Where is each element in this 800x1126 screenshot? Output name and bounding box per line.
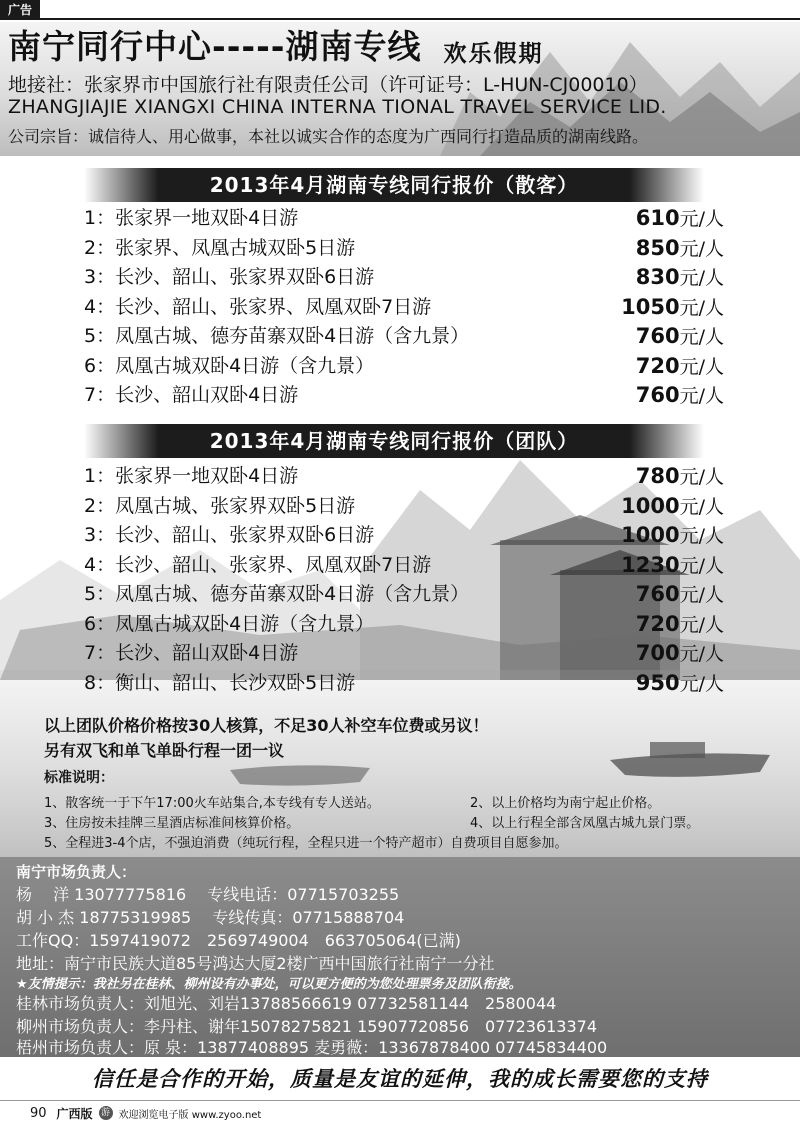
route-name: 5：凤凰古城、德夯苗寨双卧4日游（含九景） [84, 325, 470, 347]
price-unit: 元/人 [679, 237, 724, 260]
list-item [84, 234, 724, 264]
website-link[interactable]: 欢迎浏览电子版 www.zyoo.net [118, 1109, 262, 1121]
section-banner-group: 2013年4月湖南专线同行报价（团队） [84, 424, 704, 458]
list-item [84, 381, 724, 411]
list-item [84, 639, 724, 669]
slogan: 信任是合作的开始，质量是友谊的延伸，我的成长需要您的支持 [92, 1067, 708, 1091]
route-price: 1230 [621, 552, 680, 577]
route-name: 7：长沙、韶山双卧4日游 [84, 642, 299, 664]
price-unit: 元/人 [679, 613, 724, 636]
header-banner [0, 22, 800, 156]
page-number: 90 [30, 1105, 47, 1121]
ad-tag: 广告 [0, 0, 40, 20]
route-name: 1：张家界一地双卧4日游 [84, 465, 299, 487]
price-unit: 元/人 [679, 326, 724, 348]
route-price: 720 [635, 353, 680, 378]
price-unit: 元/人 [679, 672, 724, 695]
route-name: 4：长沙、韶山、张家界、凤凰双卧7日游 [84, 295, 432, 318]
list-item [84, 669, 724, 699]
price-unit: 元/人 [679, 267, 724, 289]
route-name: 2：张家界、凤凰古城双卧5日游 [84, 236, 356, 259]
contact-panel [0, 857, 800, 1057]
price-list-group [84, 462, 724, 698]
price-unit: 元/人 [679, 385, 724, 407]
route-name: 3：长沙、韶山、张家界双卧6日游 [84, 266, 375, 288]
route-name: 6：凤凰古城双卧4日游（含九景） [84, 354, 375, 377]
route-price: 1050 [621, 294, 680, 319]
route-name: 5：凤凰古城、德夯苗寨双卧4日游（含九景） [84, 583, 470, 605]
address-line: 地址：南宁市民族大道85号鸿达大厦2楼广西中国旅行社南宁一分社 [16, 954, 495, 973]
standards-title: 标准说明： [44, 770, 114, 786]
branch-contact: 梧州市场负责人：原 泉：13877408895 麦勇薇：13367878400 07745834400 [16, 1038, 608, 1057]
zyoo-logo-icon: 游 [99, 1106, 113, 1120]
list-item [84, 462, 724, 492]
route-price: 760 [635, 383, 680, 407]
friendly-tip: ★友情提示：我社另在桂林、柳州设有办事处，可以更方便的为您处理票务及团队衔接。 [16, 977, 522, 992]
route-name: 7：长沙、韶山双卧4日游 [84, 384, 299, 406]
contact-line: 工作QQ：1597419072 2569749004 663705064(已满) [16, 931, 461, 950]
price-unit: 元/人 [679, 495, 724, 518]
route-price: 950 [635, 670, 680, 695]
main-title: 南宁同行中心-----湖南专线 [8, 27, 422, 66]
list-item [84, 521, 724, 551]
footer [30, 1104, 261, 1122]
list-item [84, 492, 724, 522]
route-price: 780 [635, 464, 680, 488]
price-unit: 元/人 [679, 643, 724, 665]
route-price: 830 [635, 265, 680, 289]
route-name: 8：衡山、韶山、长沙双卧5日游 [84, 671, 356, 694]
agency-english-name: ZHANGJIAJIE XIANGXI CHINA INTERNA TIONAL TRAVEL SERVICE LID. [8, 96, 667, 118]
list-item [84, 580, 724, 610]
price-unit: 元/人 [679, 466, 724, 488]
list-item [84, 322, 724, 352]
price-unit: 元/人 [679, 355, 724, 378]
route-price: 760 [635, 582, 680, 606]
standard-item: 3、住房按未挂牌三星酒店标准间核算价格。 [44, 816, 300, 831]
route-name: 6：凤凰古城双卧4日游（含九景） [84, 612, 375, 635]
price-unit: 元/人 [679, 584, 724, 606]
route-name: 1：张家界一地双卧4日游 [84, 207, 299, 229]
list-item [84, 263, 724, 293]
route-name: 2：凤凰古城、张家界双卧5日游 [84, 494, 356, 517]
contact-line: 杨 洋 13077775816 专线电话：07715703255 [16, 885, 400, 904]
contact-heading: 南宁市场负责人： [16, 863, 137, 881]
standard-item: 4、以上行程全部含凤凰古城九景门票。 [470, 816, 700, 831]
branch-contact: 柳州市场负责人：李丹柱、谢年15078275821 15907720856 07723613374 [16, 1017, 598, 1036]
route-name: 3：长沙、韶山、张家界双卧6日游 [84, 524, 375, 546]
list-item [84, 204, 724, 234]
footer-rule [0, 1100, 800, 1101]
branch-contact: 桂林市场负责人：刘旭光、刘岩13788566619 07732581144 2580044 [16, 994, 557, 1013]
group-price-notice: 以上团队价格价格按30人核算，不足30人补空车位费或另议！ [44, 716, 489, 735]
list-item [84, 610, 724, 640]
route-price: 760 [635, 324, 680, 348]
route-name: 4：长沙、韶山、张家界、凤凰双卧7日游 [84, 553, 432, 576]
standard-item: 5、全程进3-4个店，不强迫消费（纯玩行程，全程只进一个特产超市）自费项目自愿参加。 [44, 836, 568, 851]
section-banner-individual: 2013年4月湖南专线同行报价（散客） [84, 168, 704, 202]
contact-line: 胡 小 杰 18775319985 专线传真：07715888704 [16, 908, 405, 927]
standard-item: 1、散客统一于下午17:00火车站集合,本专线有专人送站。 [44, 796, 380, 811]
route-price: 720 [635, 611, 680, 636]
route-price: 850 [635, 235, 680, 260]
ad-top-rule [40, 18, 800, 20]
price-unit: 元/人 [679, 296, 724, 319]
list-item [84, 293, 724, 323]
price-unit: 元/人 [679, 554, 724, 577]
price-list-individual [84, 204, 724, 411]
route-price: 610 [635, 206, 680, 230]
sub-title: 欢乐假期 [443, 41, 544, 67]
flight-option-notice: 另有双飞和单飞单卧行程一团一议 [44, 741, 285, 760]
price-unit: 元/人 [679, 208, 724, 230]
edition-label: 广西版 [56, 1106, 93, 1121]
route-price: 1000 [621, 493, 680, 518]
company-motto: 公司宗旨：诚信待人、用心做事，本社以诚实合作的态度为广西同行打造品质的湖南线路。 [8, 127, 649, 146]
route-price: 1000 [621, 523, 680, 547]
list-item [84, 352, 724, 382]
price-unit: 元/人 [679, 525, 724, 547]
list-item [84, 551, 724, 581]
standard-item: 2、以上价格均为南宁起止价格。 [470, 796, 661, 811]
agency-info: 地接社：张家界市中国旅行社有限责任公司（许可证号：L-HUN-CJ00010） [8, 74, 648, 96]
route-price: 700 [635, 641, 680, 665]
